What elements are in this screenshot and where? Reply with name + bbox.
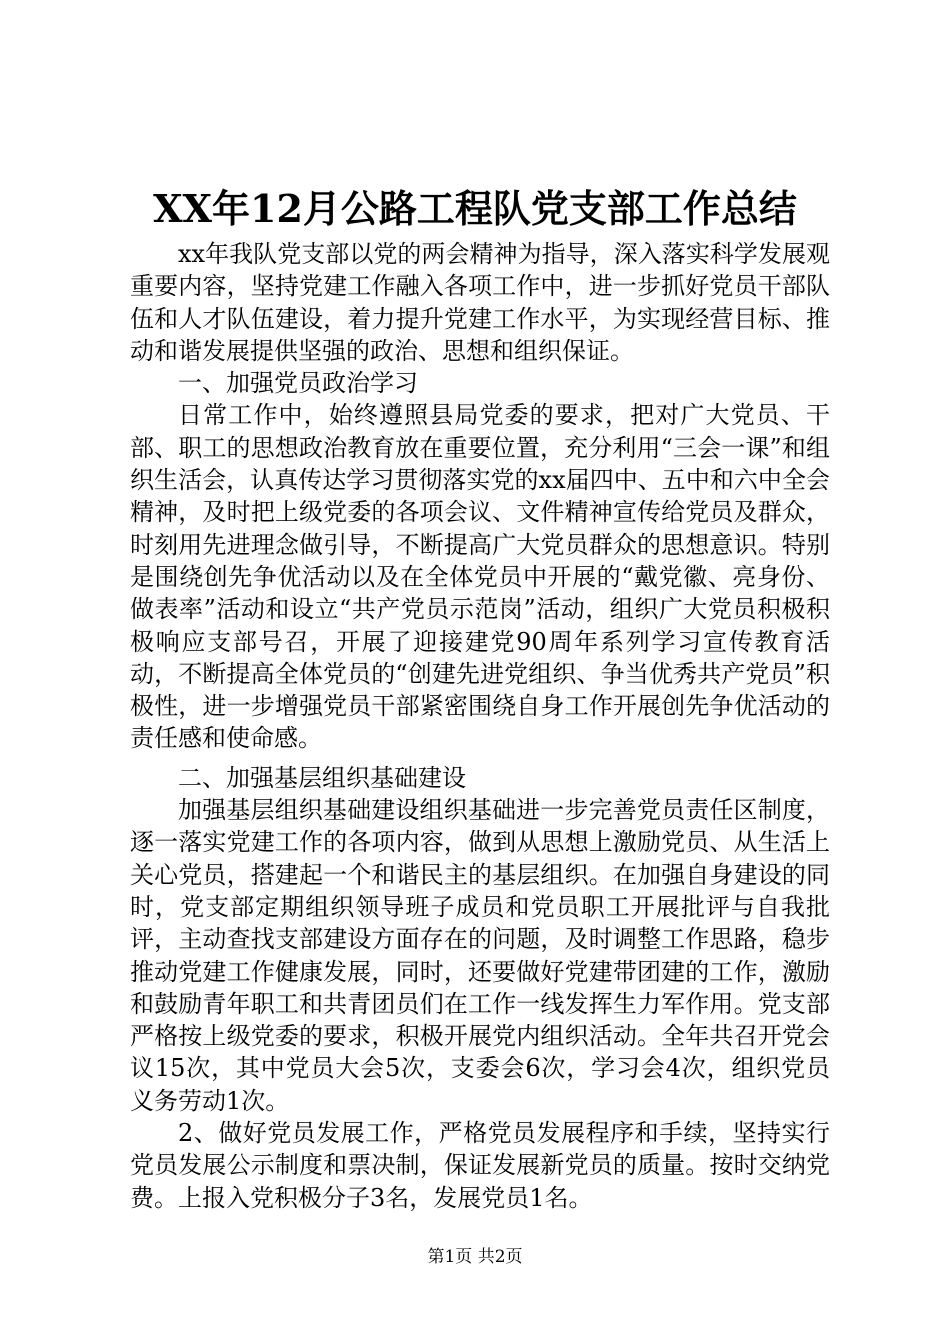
paragraph-member-development: 2、做好党员发展工作，严格党员发展程序和手续，坚持实行党员发展公示制度和票决制，保证发展新党员的质量。按时交纳党费。上报入党积极分子3名，发展党员1名。	[130, 1119, 830, 1212]
section-heading-2: 二、加强基层组织基础建设	[178, 763, 466, 792]
section-heading-1: 一、加强党员政治学习	[178, 369, 418, 398]
document-body	[130, 238, 830, 1214]
document-title: XX年12月公路工程队党支部工作总结	[153, 186, 797, 231]
paragraph-political-study: 日常工作中，始终遵照县局党委的要求，把对广大党员、干部、职工的思想政治教育放在重要位置，充分利用“三会一课”和组织生活会，认真传达学习贯彻落实党的xx届四中、五中和六中全会精神，及时把上级党委的各项会议、文件精神宣传给党员及群众，时刻用先进理念做引导，不断提高广大党员群众的思想意识。特别是围绕创先争优活动以及在全体党员中开展的“戴党徽、亮身份、做表率”活动和设立“共产党员示范岗”活动，组织广大党员积极积极响应支部号召，开展了迎接建党90周年系列学习宣传教育活动，不断提高全体党员的“创建先进党组织、争当优秀共产党员”积极性，进一步增强党员干部紧密围绕自身工作开展创先争优活动的责任感和使命感。	[130, 401, 830, 753]
intro-paragraph: xx年我队党支部以党的两会精神为指导，深入落实科学发展观重要内容，坚持党建工作融入各项工作中，进一步抓好党员干部队伍和人才队伍建设，着力提升党建工作水平，为实现经营目标、推动和谐发展提供坚强的政治、思想和组织保证。	[130, 240, 830, 365]
paragraph-grassroots-organization: 加强基层组织基础建设组织基础进一步完善党员责任区制度，逐一落实党建工作的各项内容，做到从思想上激励党员、从生活上关心党员，搭建起一个和谐民主的基层组织。在加强自身建设的同时，党支部定期组织领导班子成员和党员职工开展批评与自我批评，主动查找支部建设方面存在的问题，及时调整工作思路，稳步推动党建工作健康发展，同时，还要做好党建带团建的工作，激励和鼓励青年职工和共青团员们在工作一线发挥生力军作用。党支部严格按上级党委的要求，积极开展党内组织活动。全年共召开党会议15次，其中党员大会5次，支委会6次，学习会4次，组织党员义务劳动1次。	[130, 796, 830, 1115]
page-number: 第1页 共2页	[427, 1247, 523, 1267]
